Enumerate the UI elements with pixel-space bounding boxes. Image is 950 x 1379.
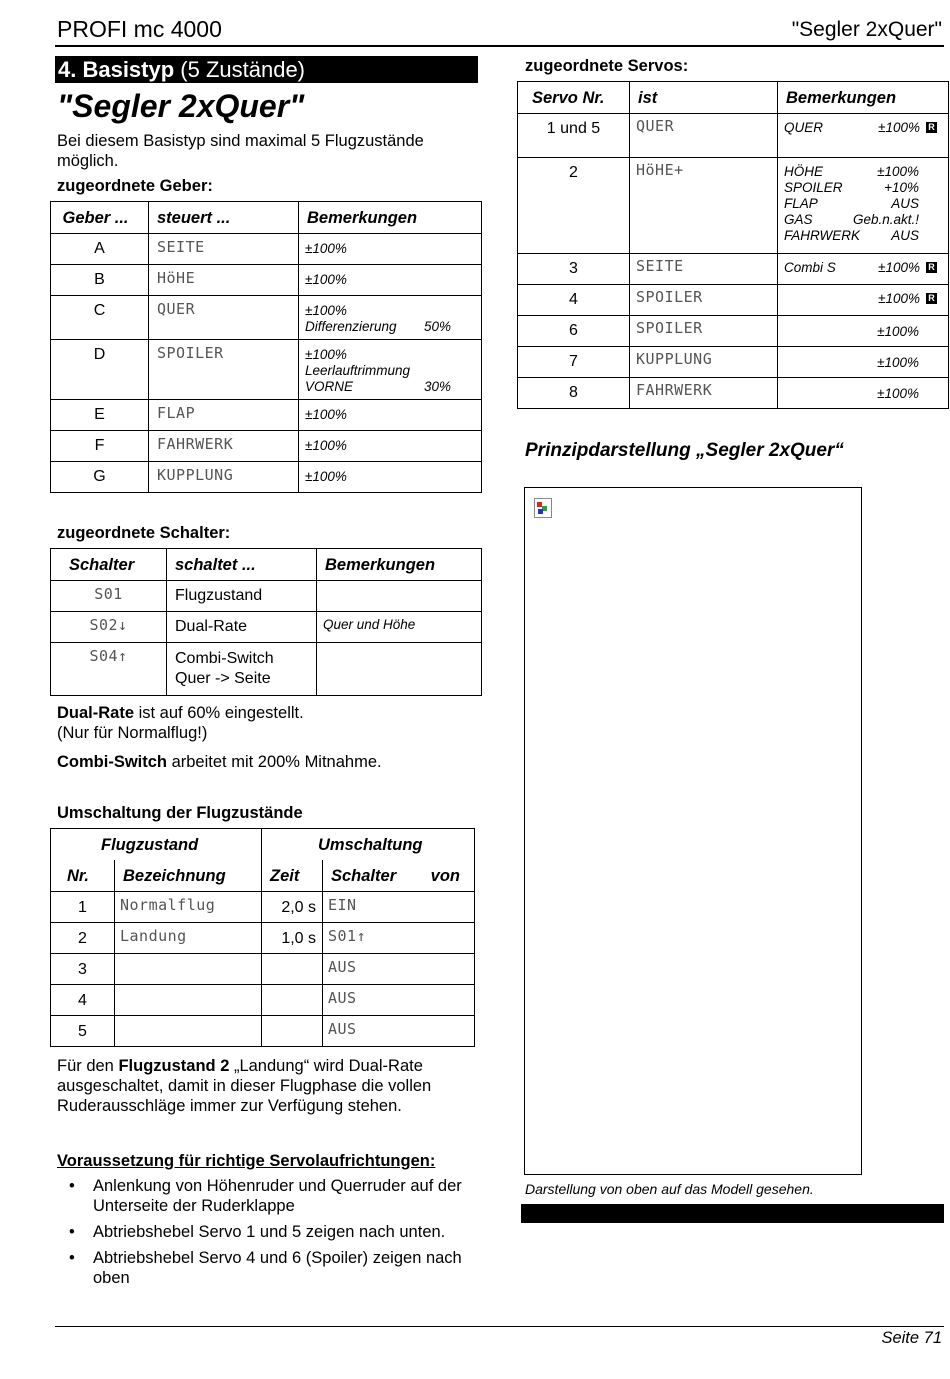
intro-text: Bei diesem Basistyp sind maximal 5 Flugzustände möglich. [57,132,424,170]
table-row [51,923,475,954]
servo-remark: Combi S ±100% R [778,254,949,285]
servo-number: 8 [518,378,630,409]
servo-number: 3 [518,254,630,285]
table-row [51,643,482,696]
combi-switch-note: Combi-Switch arbeitet mit 200% Mitnahme. [57,753,382,771]
col-header: ist [630,82,778,114]
servo-function: KUPPLUNG [630,347,778,378]
geber-remark: ±100% [299,462,482,493]
geber-id: C [51,296,149,340]
servo-number: 7 [518,347,630,378]
servo-remark: ±100% [778,347,949,378]
servos-table [517,81,949,409]
switch-remark: Quer und Höhe [317,612,482,643]
servo-function: FAHRWERK [630,378,778,409]
table-row [518,158,949,254]
header-title: PROFI mc 4000 [57,16,222,42]
geber-remark [299,296,482,340]
table-row [51,296,482,340]
umschaltung-table [50,828,475,1047]
switch-function: Flugzustand [167,581,317,612]
col-header: Servo Nr. [518,82,630,114]
geber-id: A [51,234,149,265]
servo-function: HöHE+ [630,158,778,254]
table-header-row [51,860,475,892]
servo-remark: ±100% R [778,285,949,316]
switch-remark [317,643,482,696]
black-bar [521,1204,944,1223]
state-number: 4 [51,985,115,1016]
table-row [51,1016,475,1047]
remark-line: Leerlauftrimmung [305,363,411,378]
table-row [518,285,949,316]
geber-id: E [51,400,149,431]
geber-id: F [51,431,149,462]
remark-line: Differenzierung 50% [305,319,451,334]
section-extra: (5 Zustände) [174,57,306,82]
table-row [518,378,949,409]
switch-function: Dual-Rate [167,612,317,643]
remark-line: ±100% [305,303,347,318]
geber-remark: ±100% [299,431,482,462]
list-item: • Anlenkung von Höhenruder und Querruder auf der Unterseite der Ruderklappe [57,1176,467,1216]
header-section: "Segler 2xQuer" [791,18,942,41]
col-header: Bezeichnung [115,860,262,892]
switch-source: EIN [323,892,475,923]
table-row [518,316,949,347]
table-row [51,612,482,643]
header-rule [55,45,944,47]
geber-function: SPOILER [149,340,299,400]
col-header: steuert ... [149,202,299,234]
page-heading: "Segler 2xQuer" [57,88,305,124]
switch-function: Combi-Switch Quer -> Seite [167,643,317,696]
geber-id: G [51,462,149,493]
table-row [51,400,482,431]
table-header-row [51,202,482,234]
geber-remark: ±100% [299,234,482,265]
geber-label: zugeordnete Geber: [57,177,213,195]
table-row [51,462,482,493]
voraussetzung-title: Voraussetzung für richtige Servolaufrichtungen: [57,1152,436,1170]
footer-rule [55,1326,944,1327]
switch-source: S01↑ [323,923,475,954]
table-header-row [51,829,475,861]
state-name [115,1016,262,1047]
table-row [51,954,475,985]
geber-function: SEITE [149,234,299,265]
table-row [518,114,949,158]
remark-line: VORNE 30% [305,379,451,394]
col-header: Bemerkungen [299,202,482,234]
col-header: Geber ... [51,202,149,234]
state-name [115,985,262,1016]
state-number: 5 [51,1016,115,1047]
switch-id: S04↑ [51,643,167,696]
table-row [51,234,482,265]
reverse-icon: R [926,122,937,133]
servo-remark: HÖHE ±100% SPOILER +10% FLAP AUS GAS Geb.n.akt.! FAHRWERK AUS [778,158,949,254]
col-header: Bemerkungen [778,82,949,114]
switch-remark [317,581,482,612]
switch-time [262,954,323,985]
geber-function: QUER [149,296,299,340]
broken-image-icon [534,498,552,518]
geber-remark [299,340,482,400]
table-row [51,892,475,923]
table-row [51,265,482,296]
geber-remark: ±100% [299,265,482,296]
col-header: Schalter von [323,860,475,892]
section-number-title: 4. Basistyp [58,57,175,82]
servo-function: SPOILER [630,285,778,316]
page-number: Seite 71 [881,1329,942,1347]
switch-time: 2,0 s [262,892,323,923]
state-name: Normalflug [115,892,262,923]
servo-number: 1 und 5 [518,114,630,158]
schalter-label: zugeordnete Schalter: [57,524,231,542]
table-row [51,431,482,462]
switch-source: AUS [323,985,475,1016]
umschaltung-label: Umschaltung der Flugzustände [57,804,303,822]
servo-remark: ±100% [778,378,949,409]
state-number: 2 [51,923,115,954]
switch-source: AUS [323,954,475,985]
servo-number: 6 [518,316,630,347]
switch-time [262,1016,323,1047]
landung-paragraph: Für den Flugzustand 2 „Landung“ wird Dual-Rate ausgeschaltet, damit in dieser Flugphase die vollen Ruderausschläge immer zur Verfügung stehen. [57,1057,432,1115]
servo-remark: ±100% [778,316,949,347]
servo-remark: QUER ±100% R [778,114,949,158]
geber-function: FLAP [149,400,299,431]
schalter-table [50,548,482,696]
reverse-icon: R [926,262,937,273]
geber-function: KUPPLUNG [149,462,299,493]
switch-time: 1,0 s [262,923,323,954]
dual-rate-note: Dual-Rate ist auf 60% eingestellt. (Nur für Normalflug!) [57,704,304,742]
table-row [518,254,949,285]
remark-line: ±100% [305,347,347,362]
state-name [115,954,262,985]
switch-id: S02↓ [51,612,167,643]
state-number: 1 [51,892,115,923]
col-header: Zeit [262,860,323,892]
geber-function: FAHRWERK [149,431,299,462]
table-header-row [51,549,482,581]
reverse-icon: R [926,293,937,304]
geber-remark: ±100% [299,400,482,431]
state-name: Landung [115,923,262,954]
prinzip-title: Prinzipdarstellung „Segler 2xQuer“ [525,440,844,461]
list-item: • Abtriebshebel Servo 4 und 6 (Spoiler) zeigen nach oben [57,1248,467,1288]
geber-table [50,201,482,493]
table-row [518,347,949,378]
switch-id: S01 [51,581,167,612]
col-header: Nr. [51,860,115,892]
geber-id: D [51,340,149,400]
servo-function: SEITE [630,254,778,285]
geber-function: HöHE [149,265,299,296]
servo-function: SPOILER [630,316,778,347]
servo-number: 2 [518,158,630,254]
table-row [51,340,482,400]
table-row [51,985,475,1016]
servo-number: 4 [518,285,630,316]
section-title-bar [55,56,478,83]
list-item: • Abtriebshebel Servo 1 und 5 zeigen nach unten. [57,1222,467,1242]
group-header-umschaltung: Umschaltung [262,829,475,861]
voraussetzung-list [57,1176,467,1294]
table-header-row [518,82,949,114]
servos-label: zugeordnete Servos: [525,57,689,75]
switch-source: AUS [323,1016,475,1047]
switch-time [262,985,323,1016]
geber-id: B [51,265,149,296]
servo-function: QUER [630,114,778,158]
col-header: schaltet ... [167,549,317,581]
group-header-flugzustand: Flugzustand [51,829,262,861]
prinzip-caption: Darstellung von oben auf das Modell gesehen. [525,1181,814,1197]
state-number: 3 [51,954,115,985]
col-header: Schalter [51,549,167,581]
prinzip-image-frame [524,487,862,1175]
col-header: Bemerkungen [317,549,482,581]
table-row [51,581,482,612]
